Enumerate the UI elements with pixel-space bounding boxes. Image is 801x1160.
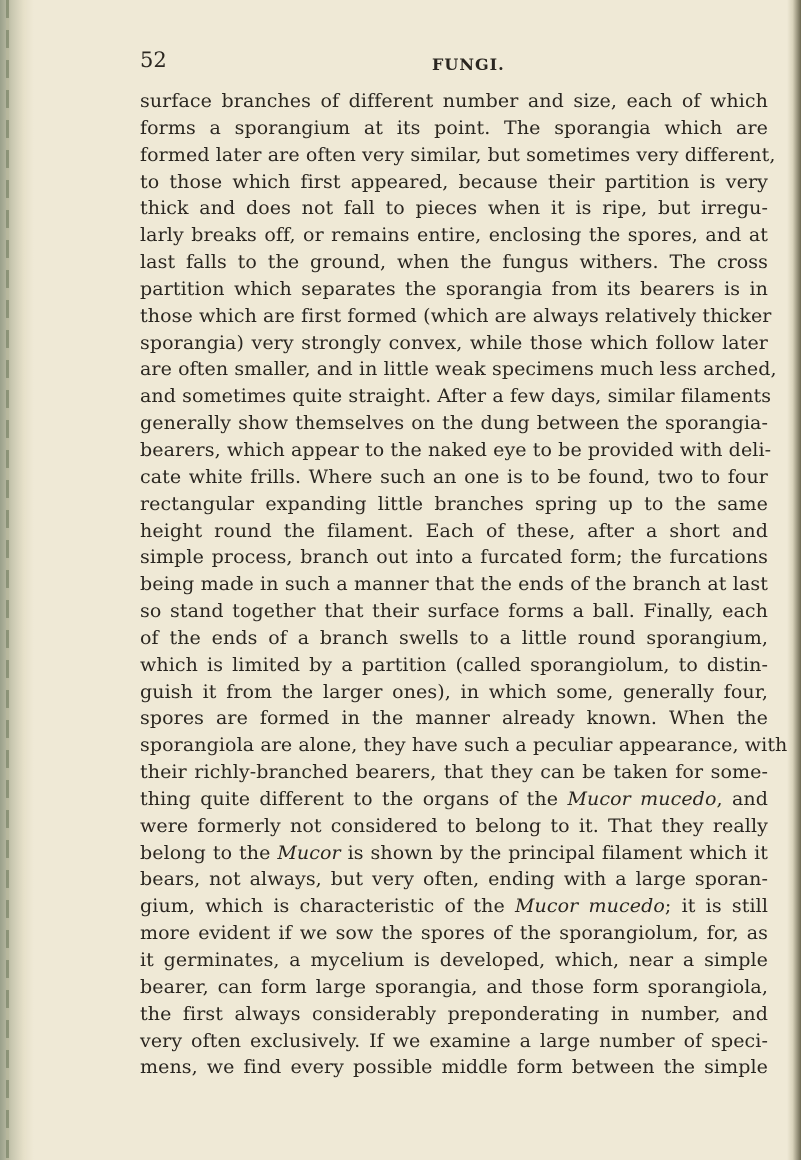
text-line: surface branches of different number and size, each of which	[140, 90, 768, 112]
page-header	[140, 48, 700, 80]
running-head: FUNGI.	[432, 55, 505, 74]
text-line: cate white frills. Where such an one is to be found, two to four	[140, 465, 768, 488]
taxon-name: Mucor mucedo	[567, 787, 717, 810]
text-line: those which are first formed (which are always relatively thicker	[140, 304, 772, 327]
text-line: formed later are often very similar, but sometimes very different,	[140, 143, 776, 166]
taxon-name: Mucor	[277, 841, 341, 864]
text-line: were formerly not considered to belong to it. That they really	[140, 814, 768, 837]
body-text	[140, 88, 788, 1081]
text-line: bearer, can form large sporangia, and those form sporangiola,	[140, 975, 768, 998]
text-line: belong to the Mucor is shown by the principal filament which it	[140, 841, 769, 864]
text-line: height round the filament. Each of these, after a short and	[140, 519, 768, 542]
text-line: which is limited by a partition (called sporangiolum, to distin-	[140, 653, 768, 676]
page-number: 52	[140, 48, 167, 72]
text-line: sporangia) very strongly convex, while those which follow later	[140, 331, 768, 354]
text-line: bearers, which appear to the naked eye to be provided with deli-	[140, 438, 772, 461]
text-line: sporangiola are alone, they have such a peculiar appearance, with	[140, 734, 788, 757]
text-line: bears, not always, but very often, ending with a large sporan-	[140, 868, 768, 891]
text-line: very often exclusively. If we examine a large number of speci-	[140, 1029, 768, 1052]
text-line: thing quite different to the organs of the Mucor mucedo, and	[140, 787, 769, 810]
text-line: are often smaller, and in little weak specimens much less arched,	[140, 358, 777, 381]
text-line: simple process, branch out into a furcated form; the furcations	[140, 546, 768, 569]
text-line: more evident if we sow the spores of the sporangiolum, for, as	[140, 922, 768, 945]
text-line: their richly-branched bearers, that they can be taken for some-	[140, 761, 768, 784]
text-line: mens, we find every possible middle form between the simple	[140, 1056, 768, 1079]
text-line: to those which first appeared, because their partition is very	[140, 170, 768, 193]
book-binding-edge	[0, 0, 34, 1160]
text-line: gium, which is characteristic of the Mucor mucedo; it is still	[140, 895, 768, 918]
text-line: generally show themselves on the dung between the sporangia-	[140, 412, 768, 435]
page-right-edge	[787, 0, 801, 1160]
text-line: of the ends of a branch swells to a little round sporangium,	[140, 626, 768, 649]
text-line: the first always considerably preponderating in number, and	[140, 1002, 768, 1025]
text-line: so stand together that their surface forms a ball. Finally, each	[140, 600, 768, 623]
text-line: thick and does not fall to pieces when it is ripe, but irregu-	[140, 197, 768, 220]
text-line: spores are formed in the manner already known. When the	[140, 707, 768, 730]
text-line: rectangular expanding little branches spring up to the same	[140, 492, 768, 515]
text-line: last falls to the ground, when the fungus withers. The cross	[140, 251, 768, 274]
text-line: larly breaks off, or remains entire, enclosing the spores, and at	[140, 224, 768, 247]
text-line: it germinates, a mycelium is developed, which, near a simple	[140, 949, 768, 971]
text-line: and sometimes quite straight. After a few days, similar filaments	[140, 385, 772, 408]
text-line: partition which separates the sporangia from its bearers is in	[140, 277, 768, 300]
taxon-name: Mucor mucedo	[515, 895, 665, 918]
text-line: being made in such a manner that the ends of the branch at last	[140, 573, 768, 596]
text-line: forms a sporangium at its point. The sporangia which are	[140, 116, 768, 139]
text-line: guish it from the larger ones), in which some, generally four,	[140, 680, 768, 703]
